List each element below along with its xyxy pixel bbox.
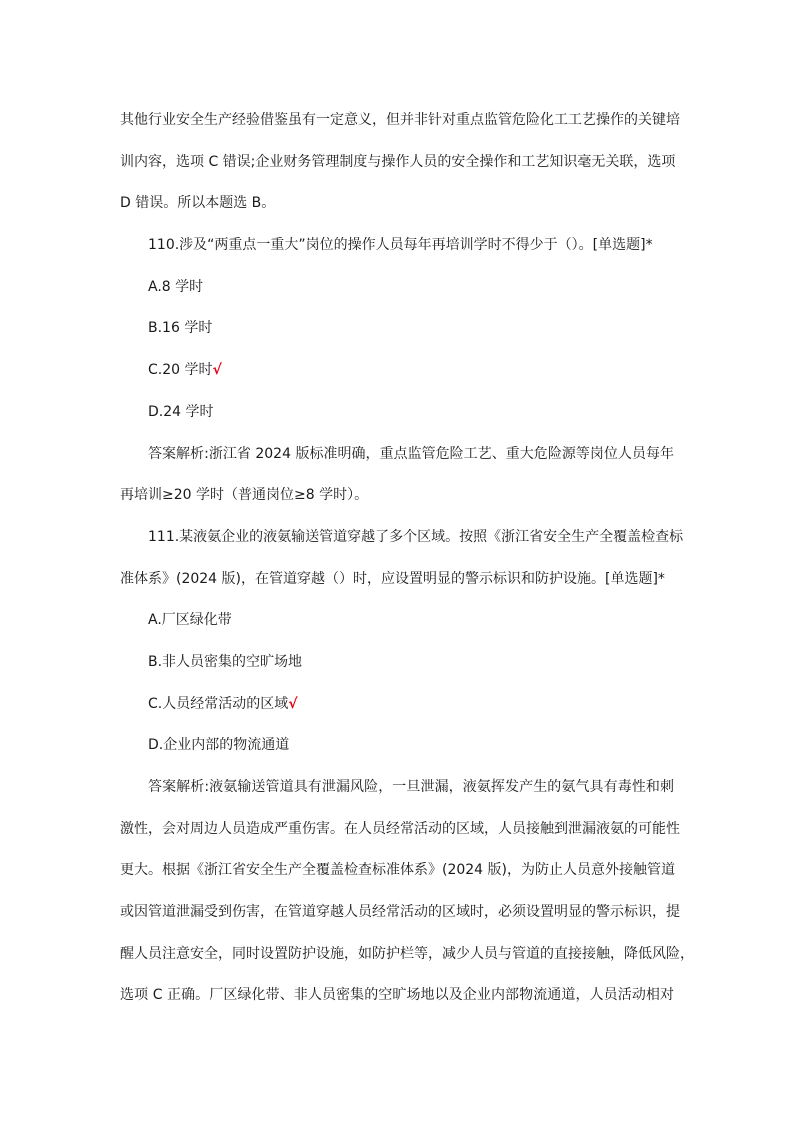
question-111-stem-line: 准体系》(2024 版)，在管道穿越（）时，应设置明显的警示标识和防护设施。[单选题]* — [120, 570, 665, 587]
question-110-option-a: A.8 学时 — [148, 278, 204, 295]
correct-check-mark: √ — [288, 695, 298, 712]
option-text: C.人员经常活动的区域 — [148, 695, 289, 712]
question-110-analysis-line: 答案解析:浙江省 2024 版标准明确，重点监管危险工艺、重大危险源等岗位人员每年 — [148, 445, 674, 462]
option-text: C.20 学时 — [148, 362, 213, 379]
question-111-option-a: A.厂区绿化带 — [148, 612, 232, 629]
document-page — [120, 100, 694, 1017]
question-110-option-b: B.16 学时 — [148, 320, 213, 337]
question-111-analysis-line: 或因管道泄漏受到伤害，在管道穿越人员经常活动的区域时，必须设置明显的警示标识，提 — [120, 904, 680, 921]
question-111-analysis-line: 选项 C 正确。厂区绿化带、非人员密集的空旷场地以及企业内部物流通道，人员活动相对 — [120, 987, 674, 1004]
question-111-analysis-line: 答案解析:液氨输送管道具有泄漏风险，一旦泄漏，液氨挥发产生的氨气具有毒性和刺 — [148, 779, 674, 795]
question-111-stem-line: 111.某液氨企业的液氨输送管道穿越了多个区域。按照《浙江省安全生产全覆盖检查标 — [148, 528, 684, 545]
question-110-analysis-line: 再培训≥20 学时（普通岗位≥8 学时）。 — [120, 487, 369, 504]
question-110-stem: 110.涉及“两重点一重大”岗位的操作人员每年再培训学时不得少于（）。[单选题]* — [148, 237, 653, 254]
question-111-analysis-line: 更大。根据《浙江省安全生产全覆盖检查标准体系》(2024 版)，为防止人员意外接触管道 — [120, 862, 676, 879]
paragraph-line: 其他行业安全生产经验借鉴虽有一定意义，但并非针对重点监管危险化工工艺操作的关键培 — [120, 112, 680, 128]
question-111-option-b: B.非人员密集的空旷场地 — [148, 653, 303, 670]
question-110-option-c — [120, 350, 674, 392]
paragraph-line: 训内容，选项 C 错误;企业财务管理制度与操作人员的安全操作和工艺知识毫无关联，选项 — [120, 153, 676, 170]
question-111-analysis-line: 激性，会对周边人员造成严重伤害。在人员经常活动的区域，人员接触到泄漏液氨的可能性 — [120, 820, 680, 837]
question-111-option-d: D.企业内部的物流通道 — [148, 737, 290, 754]
question-111-option-c — [120, 684, 674, 726]
paragraph-line: D 错误。所以本题选 B。 — [120, 195, 276, 212]
question-110-option-d: D.24 学时 — [148, 403, 214, 420]
question-111-analysis-line: 醒人员注意安全，同时设置防护设施，如防护栏等，减少人员与管道的直接接触，降低风险， — [120, 945, 694, 962]
correct-check-mark: √ — [212, 362, 222, 379]
